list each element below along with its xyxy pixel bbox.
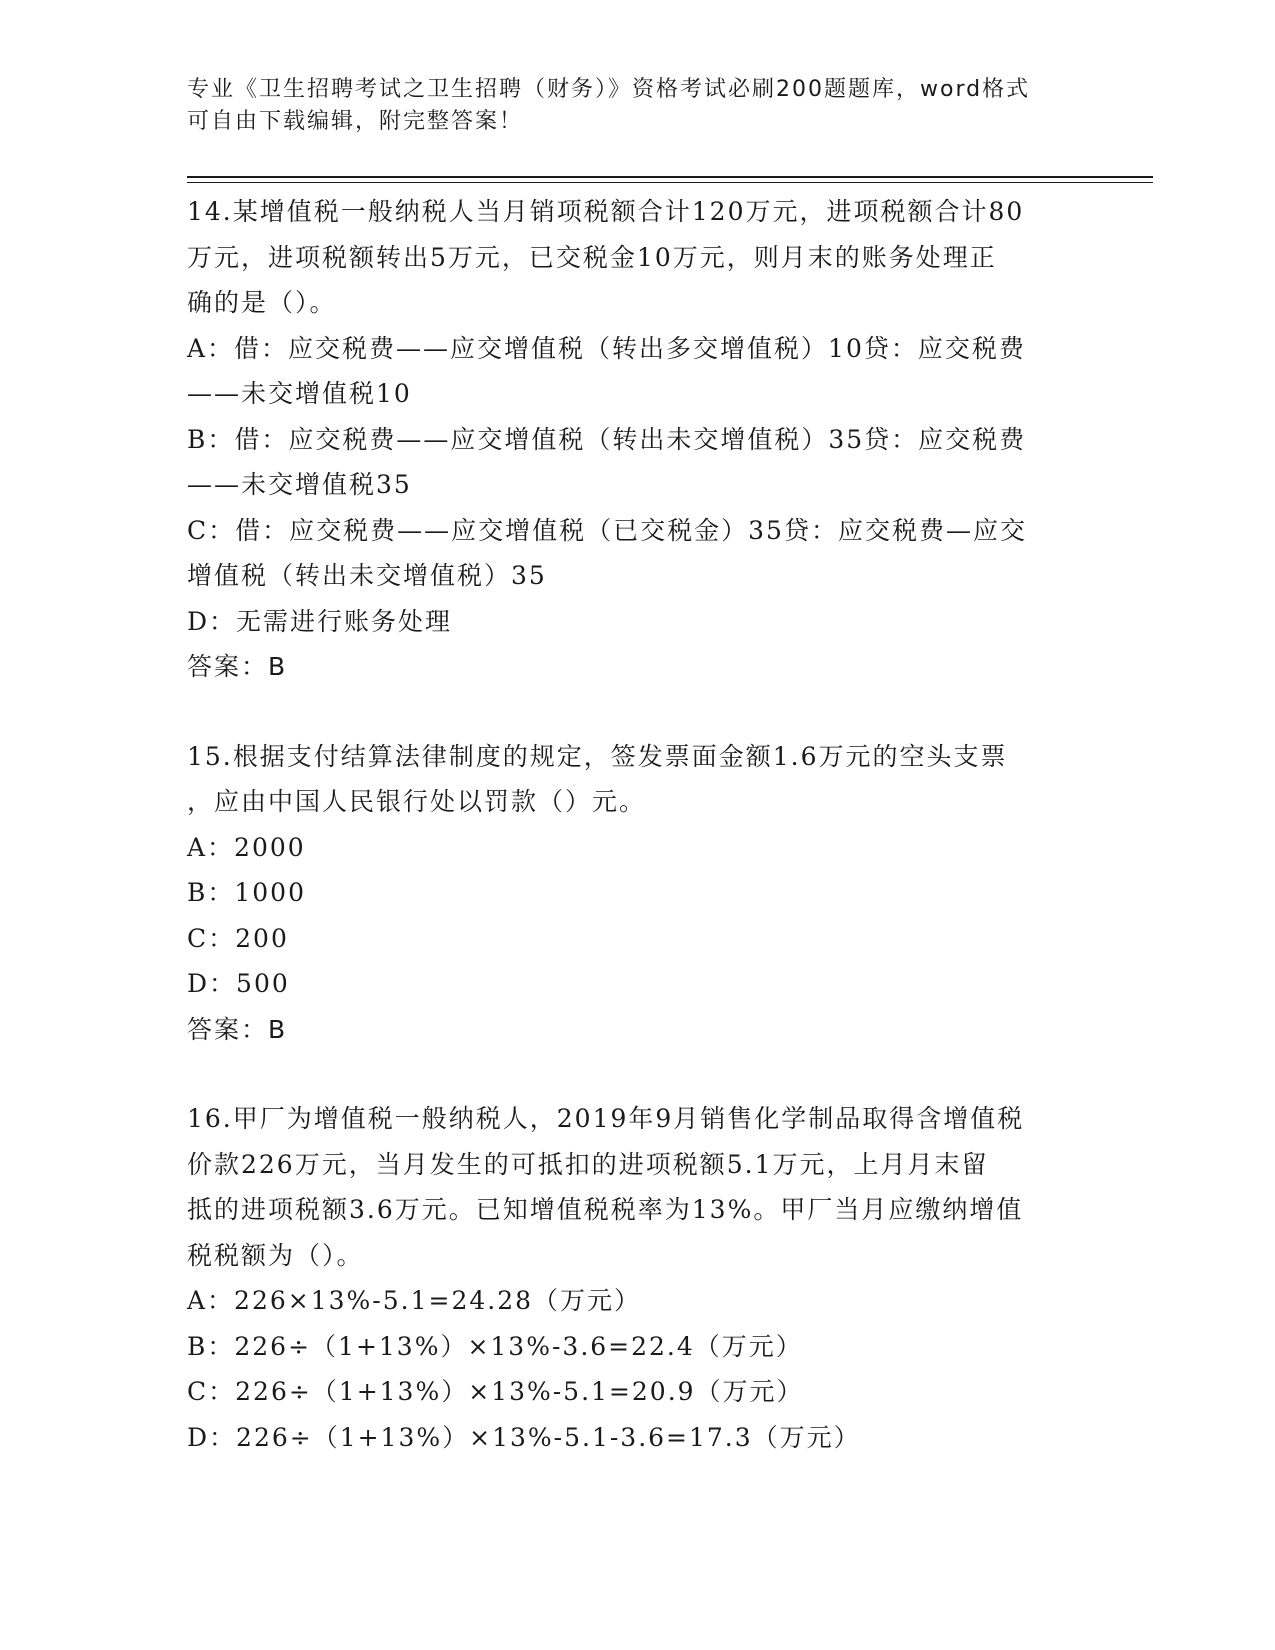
document-header — [187, 74, 1087, 138]
question-list — [187, 189, 1087, 1460]
question-stem-line: 抵的进项税额3.6万元。已知增值税税率为13%。甲厂当月应缴纳增值 — [187, 1195, 1024, 1224]
question-16 — [187, 1096, 1087, 1460]
answer-line: 答案：B — [187, 652, 288, 681]
question-14 — [187, 189, 1087, 690]
option-line: 增值税（转出未交增值税）35 — [187, 561, 547, 590]
question-stem-line: 税税额为（）。 — [187, 1240, 364, 1270]
question-stem-line: 万元，进项税额转出5万元，已交税金10万元，则月末的账务处理正 — [187, 242, 997, 272]
option-line: C：200 — [187, 923, 289, 953]
option-line: D：500 — [187, 969, 290, 998]
option-line: A：2000 — [187, 832, 306, 862]
question-stem-line: 确的是（）。 — [187, 288, 337, 317]
header-line-2: 可自由下载编辑，附完整答案！ — [187, 109, 524, 134]
option-line: B：226÷（1+13%）×13%-3.6=22.4（万元） — [187, 1331, 803, 1361]
option-line: D：无需进行账务处理 — [187, 606, 453, 636]
question-stem-line: ，应由中国人民银行处以罚款（）元。 — [187, 787, 647, 816]
option-line: ——未交增值税35 — [187, 470, 412, 499]
question-spacer — [187, 690, 1087, 734]
option-line: ——未交增值税10 — [187, 379, 412, 408]
option-line: C：226÷（1+13%）×13%-5.1=20.9（万元） — [187, 1377, 804, 1406]
option-line: A：借：应交税费——应交增值税（转出多交增值税）10贷：应交税费 — [187, 333, 1026, 363]
question-15 — [187, 734, 1087, 1053]
question-stem-line: 16.甲厂为增值税一般纳税人，2019年9月销售化学制品取得含增值税 — [187, 1104, 1025, 1133]
option-line: C：借：应交税费——应交增值税（已交税金）35贷：应交税费—应交 — [187, 515, 1027, 545]
option-line: D：226÷（1+13%）×13%-5.1-3.6=17.3（万元） — [187, 1422, 861, 1452]
option-line: B：借：应交税费——应交增值税（转出未交增值税）35贷：应交税费 — [187, 424, 1027, 454]
question-stem-line: 价款226万元，当月发生的可抵扣的进项税额5.1万元，上月月末留 — [187, 1149, 989, 1179]
option-line: A：226×13%-5.1=24.28（万元） — [187, 1286, 642, 1315]
option-line: B：1000 — [187, 878, 306, 907]
question-stem-line: 15.根据支付结算法律制度的规定，签发票面金额1.6万元的空头支票 — [187, 741, 1008, 771]
question-spacer — [187, 1052, 1087, 1096]
question-stem-line: 14.某增值税一般纳税人当月销项税额合计120万元，进项税额合计80 — [187, 197, 1025, 226]
header-line-1: 专业《卫生招聘考试之卫生招聘（财务）》资格考试必刷200题题库，word格式 — [187, 77, 1031, 102]
header-rule-thin — [187, 182, 1153, 183]
answer-line: 答案：B — [187, 1014, 288, 1044]
header-rule-thick — [187, 176, 1153, 178]
